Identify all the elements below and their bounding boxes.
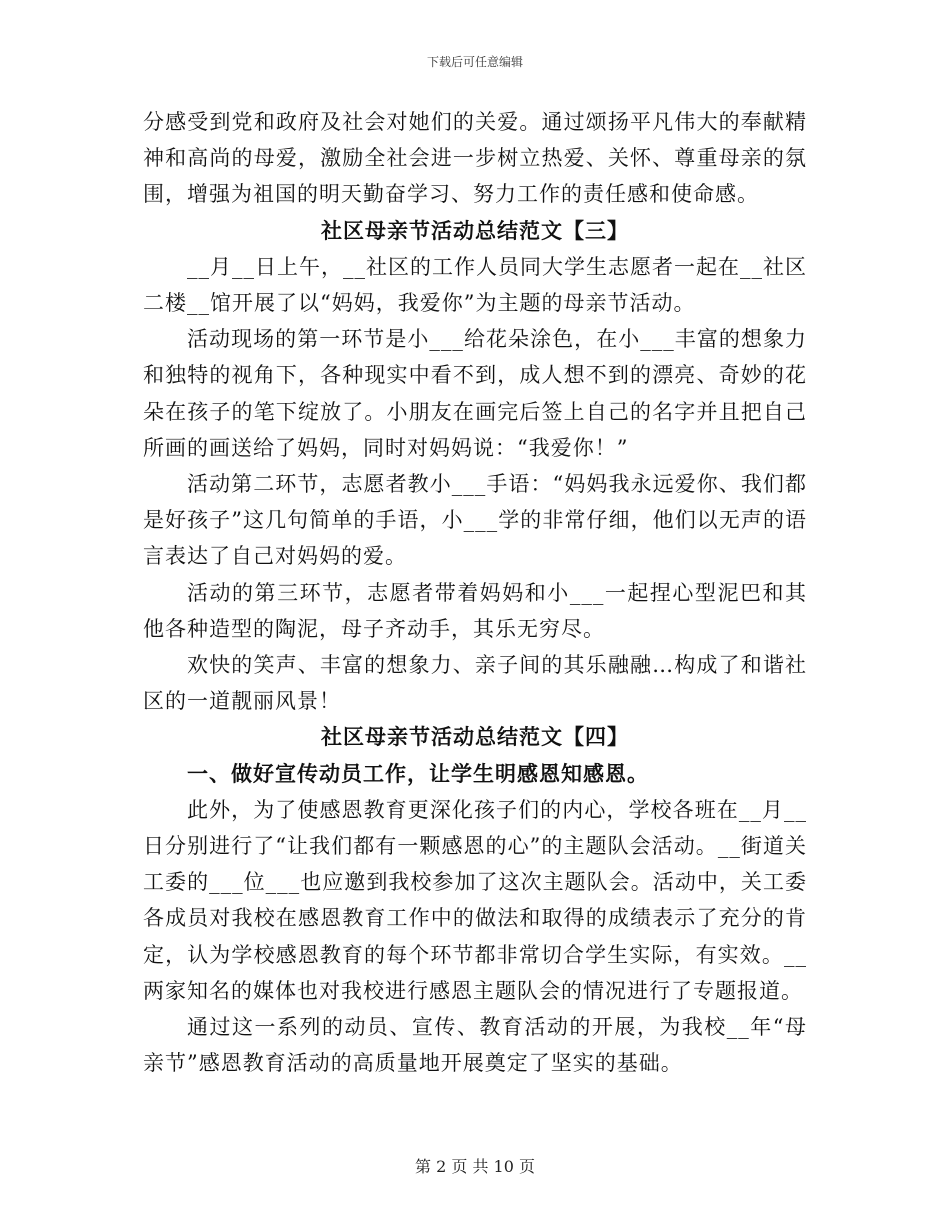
paragraph-intro: 分感受到党和政府及社会对她们的关爱。通过颂扬平凡伟大的奉献精神和高尚的母爱，激励全社会进一步树立热爱、关怀、尊重母亲的氛围，增强为祖国的明天勤奋学习、努力工作的责任感和使命感。 [143, 110, 807, 207]
document-body [143, 104, 807, 1081]
section-title-three: 社区母亲节活动总结范文【三】 [321, 218, 629, 243]
paragraph-third-activity: 活动的第三环节，志愿者带着妈妈和小___一起捏心型泥巴和其他各种造型的陶泥，母子齐动手，其乐无穷尽。 [143, 580, 807, 641]
paragraph-event-intro: __月__日上午，__社区的工作人员同大学生志愿者一起在__社区二楼__馆开展了以“妈妈，我爱你”为主题的母亲节活动。 [143, 254, 807, 316]
paragraph-foundation: 通过这一系列的动员、宣传、教育活动的开展，为我校__年“母亲节”感恩教育活动的高质量地开展奠定了坚实的基础。 [143, 1015, 807, 1076]
paragraph-class-meeting: 此外，为了使感恩教育更深化孩子们的内心，学校各班在__月__日分别进行了“让我们都有一颗感恩的心”的主题队会活动。__街道关工委的___位___也应邀到我校参加了这次主题队会。活动中，关工委各成员对我校在感恩教育工作中的做法和取得的成绩表示了充分的肯定，认为学校感恩教育的每个环节都非常切合学生实际，有实效。__两家知名的媒体也对我校进行感恩主题队会的情况进行了专题报道。 [143, 797, 807, 1003]
paragraph-second-activity: 活动第二环节，志愿者教小___手语：“妈妈我永远爱你、我们都是好孩子”这几句简单的手语，小___学的非常仔细，他们以无声的语言表达了自己对妈妈的爱。 [143, 472, 807, 569]
page-footer: 第 2 页 共 10 页 [415, 1157, 535, 1176]
paragraph-conclusion: 欢快的笑声、丰富的想象力、亲子间的其乐融融…构成了和谐社区的一道靓丽风景！ [143, 653, 807, 714]
section-title-four: 社区母亲节活动总结范文【四】 [321, 725, 629, 750]
page-header: 下载后可任意编辑 [426, 55, 523, 69]
subheading-one: 一、做好宣传动员工作，让学生明感恩知感恩。 [187, 761, 649, 786]
paragraph-first-activity: 活动现场的第一环节是小___给花朵涂色，在小___丰富的想象力和独特的视角下，各种现实中看不到，成人想不到的漂亮、奇妙的花朵在孩子的笔下绽放了。小朋友在画完后签上自己的名字并且把自己所画的画送给了妈妈，同时对妈妈说：“我爱你！” [143, 327, 807, 460]
